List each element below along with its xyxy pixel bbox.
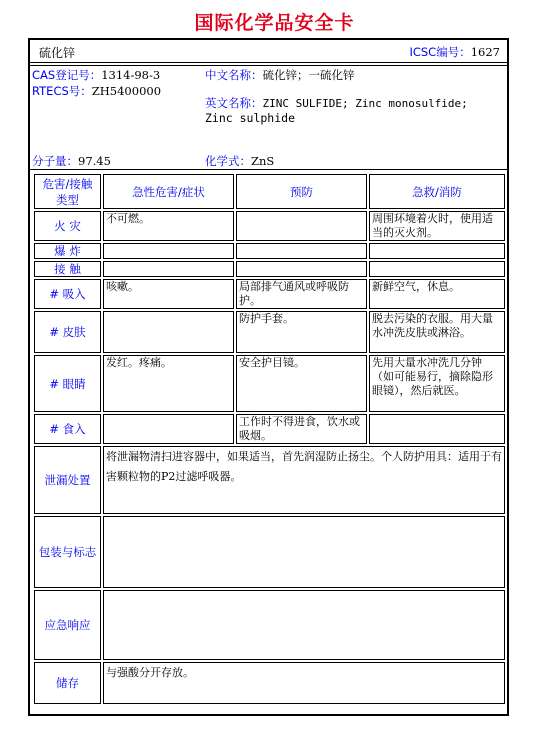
hazard-table (32, 172, 507, 706)
en-name-row (205, 95, 468, 111)
section-label: 应急响应 (34, 590, 101, 660)
header-type: 危害/接触类型 (34, 174, 101, 209)
row-symptoms: 发红。疼痛。 (103, 355, 234, 412)
row-symptoms: 不可燃。 (103, 211, 234, 241)
row-symptoms (103, 243, 234, 259)
row-category: # 眼睛 (34, 355, 101, 412)
row-prevention (236, 243, 367, 259)
cn-name-row (205, 67, 355, 83)
table-row-explosion (34, 243, 505, 259)
icsc-number (409, 44, 500, 60)
section-text (103, 590, 505, 660)
rtecs-label: RTECS号： (32, 84, 92, 98)
row-prevention: 工作时不得进食，饮水或吸烟。 (236, 414, 367, 444)
header-symptoms: 急性危害/症状 (103, 174, 234, 209)
table-row-eyes (34, 355, 505, 412)
cn-name-value: 硫化锌；一硫化锌 (262, 68, 355, 82)
identifiers-divider (30, 169, 507, 170)
en-name-label: 英文名称： (205, 96, 263, 110)
cas-label: CAS登记号： (32, 68, 102, 82)
en-name-value-2: Zinc sulphide (205, 111, 296, 125)
row-symptoms (103, 414, 234, 444)
header-prevention: 预防 (236, 174, 367, 209)
mw-value: 97.45 (78, 154, 111, 168)
rtecs-row (32, 83, 161, 99)
row-prevention: 安全护目镜。 (236, 355, 367, 412)
formula-label: 化学式： (205, 154, 251, 168)
header-first-aid: 急救/消防 (369, 174, 505, 209)
header-divider (30, 62, 507, 63)
icsc-label: ICSC编号： (409, 45, 471, 59)
row-symptoms (103, 311, 234, 353)
rtecs-value: ZH5400000 (91, 84, 162, 98)
row-first-aid (369, 243, 505, 259)
mw-row (32, 153, 111, 169)
formula-row (205, 153, 274, 169)
table-row-fire (34, 211, 505, 241)
section-packaging (34, 516, 505, 588)
row-category: 爆 炸 (34, 243, 101, 259)
table-row-exposure (34, 261, 505, 277)
formula-value: ZnS (251, 154, 275, 168)
en-name-value-1: ZINC SULFIDE; Zinc monosulfide; (262, 97, 468, 110)
section-spillage (34, 446, 505, 514)
section-storage (34, 662, 505, 704)
row-category: 接 触 (34, 261, 101, 277)
cas-value: 1314-98-3 (101, 68, 161, 82)
row-prevention: 防护手套。 (236, 311, 367, 353)
section-label: 泄漏处置 (34, 446, 101, 514)
row-first-aid: 新鲜空气，休息。 (369, 279, 505, 309)
chemical-name: 硫化锌 (39, 46, 76, 60)
icsc-value: 1627 (470, 45, 500, 59)
row-symptoms (103, 261, 234, 277)
table-header-row (34, 174, 505, 209)
row-first-aid: 先用大量水冲洗几分钟（如可能易行，摘除隐形眼镜），然后就医。 (369, 355, 505, 412)
row-first-aid: 脱去污染的衣服。用大量水冲洗皮肤或淋浴。 (369, 311, 505, 353)
row-symptoms: 咳嗽。 (103, 279, 234, 309)
section-text: 与强酸分开存放。 (103, 662, 505, 704)
row-first-aid (369, 261, 505, 277)
cas-row (32, 67, 160, 83)
card-title: 国际化学品安全卡 (194, 12, 355, 34)
row-category: # 食入 (34, 414, 101, 444)
section-text: 将泄漏物清扫进容器中，如果适当，首先润湿防止扬尘。个人防护用具：适用于有害颗粒物的P2过滤呼吸器。 (103, 446, 505, 514)
header-divider-2 (30, 65, 507, 66)
table-row-ingestion (34, 414, 505, 444)
row-category: # 吸入 (34, 279, 101, 309)
section-label: 储存 (34, 662, 101, 704)
table-row-skin (34, 311, 505, 353)
section-label: 包装与标志 (34, 516, 101, 588)
row-first-aid: 周围环境着火时，使用适当的灭火剂。 (369, 211, 505, 241)
row-category: # 皮肤 (34, 311, 101, 353)
row-prevention: 局部排气通风或呼吸防护。 (236, 279, 367, 309)
row-prevention (236, 211, 367, 241)
row-prevention (236, 261, 367, 277)
section-text (103, 516, 505, 588)
cn-name-label: 中文名称： (205, 68, 263, 82)
table-row-inhalation (34, 279, 505, 309)
section-emergency (34, 590, 505, 660)
mw-label: 分子量： (32, 154, 78, 168)
row-first-aid (369, 414, 505, 444)
row-category: 火 灾 (34, 211, 101, 241)
